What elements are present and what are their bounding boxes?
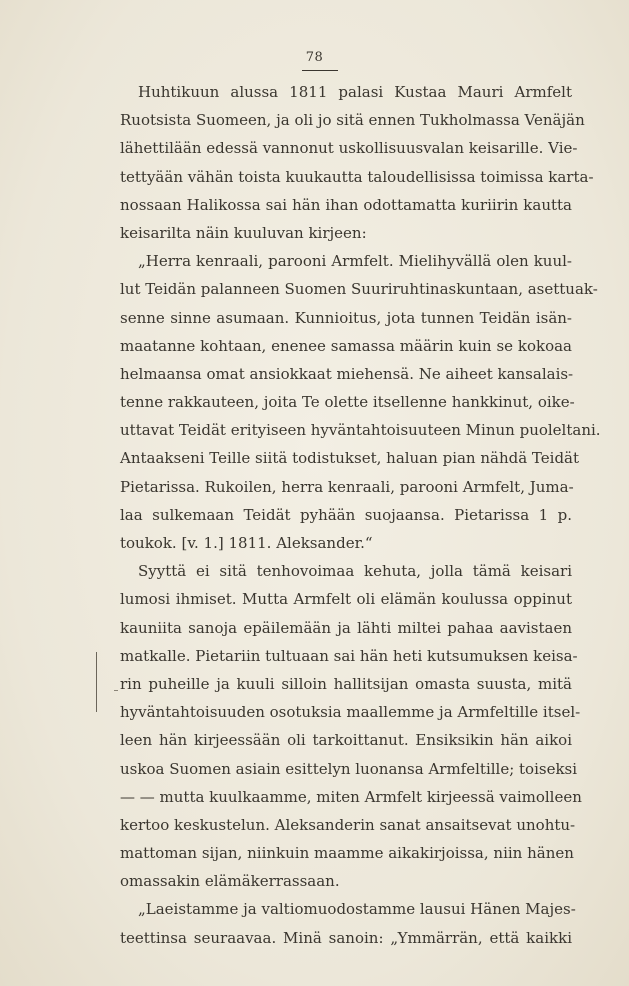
text-line: toukok. [v. 1.] 1811. Aleksander.“	[120, 534, 373, 552]
text-line: Syyttä ei sitä tenhovoimaa kehuta, jolla tämä keisari	[138, 562, 572, 581]
text-line: leen hän kirjeessään oli tarkoittanut. Ensiksikin hän aikoi	[120, 731, 572, 750]
text-line: teettinsa seuraavaa. Minä sanoin: „Ymmärrän, että kaikki	[120, 928, 572, 947]
text-line: mattoman sijan, niinkuin maamme aikakirjoissa, niin hänen	[120, 844, 574, 863]
text-line: „Herra kenraali, parooni Armfelt. Mielihyvällä olen kuul-	[138, 252, 572, 271]
margin-pencil-mark	[96, 652, 97, 712]
text-line: matkalle. Pietariin tultuaan sai hän heti kutsumuksen keisa-	[120, 646, 578, 665]
text-line: Ruotsista Suomeen, ja oli jo sitä ennen Tukholmassa Venäjän	[120, 111, 585, 130]
text-line: keisarilta näin kuuluvan kirjeen:	[120, 223, 367, 242]
text-line: uttavat Teidät erityiseen hyväntahtoisuuteen Minun puoleltani.	[120, 421, 601, 440]
text-line: „Laeistamme ja valtiomuodostamme lausui Hänen Majes-	[138, 900, 576, 919]
page-number-underline	[302, 70, 338, 71]
text-line: tettyään vähän toista kuukautta taloudellisissa toimissa karta-	[120, 167, 594, 186]
text-line: uskoa Suomen asiain esittelyn luonansa Armfeltille; toiseksi	[120, 759, 578, 778]
body-text	[120, 78, 601, 952]
text-line: Pietarissa. Rukoilen, herra kenraali, parooni Armfelt, Juma-	[120, 477, 574, 496]
text-line: lumosi ihmiset. Mutta Armfelt oli elämän koulussa oppinut	[120, 590, 572, 609]
text-line: omassakin elämäkerrassaan.	[120, 872, 340, 891]
text-line: Antaakseni Teille siitä todistukset, haluan pian nähdä Teidät	[120, 449, 580, 468]
text-line: nossaan Halikossa sai hän ihan odottamatta kuriirin kautta	[120, 195, 572, 214]
text-line: — — mutta kuulkaamme, miten Armfelt kirjeessä vaimolleen	[120, 787, 582, 806]
text-line: Huhtikuun alussa 1811 palasi Kustaa Mauri Armfelt	[138, 83, 572, 101]
text-line: lut Teidän palanneen Suomen Suuriruhtinaskuntaan, asettuak-	[120, 280, 598, 299]
text-line: senne sinne asumaan. Kunnioitus, jota tunnen Teidän isän-	[120, 308, 572, 327]
text-line: helmaansa omat ansiokkaat miehensä. Ne aiheet kansalais-	[120, 364, 574, 383]
margin-tick-mark	[114, 690, 118, 691]
page-number: 78	[305, 50, 324, 65]
text-line: maatanne kohtaan, enenee samassa määrin kuin se kokoaa	[120, 336, 572, 355]
text-line: lähettilään edessä vannonut uskollisuusvalan keisarille. Vie-	[120, 139, 578, 158]
text-line: hyväntahtoisuuden osotuksia maallemme ja Armfeltille itsel-	[120, 703, 581, 722]
text-line: laa sulkemaan Teidät pyhään suojaansa. Pietarissa 1 p.	[120, 505, 572, 524]
text-line: rin puheille ja kuuli silloin hallitsijan omasta suusta, mitä	[120, 674, 572, 693]
text-line: tenne rakkauteen, joita Te olette itsellenne hankkinut, oike-	[120, 393, 575, 412]
text-line: kauniita sanoja epäilemään ja lähti miltei pahaa aavistaen	[120, 618, 572, 637]
text-line: kertoo keskustelun. Aleksanderin sanat ansaitsevat unohtu-	[120, 815, 576, 834]
